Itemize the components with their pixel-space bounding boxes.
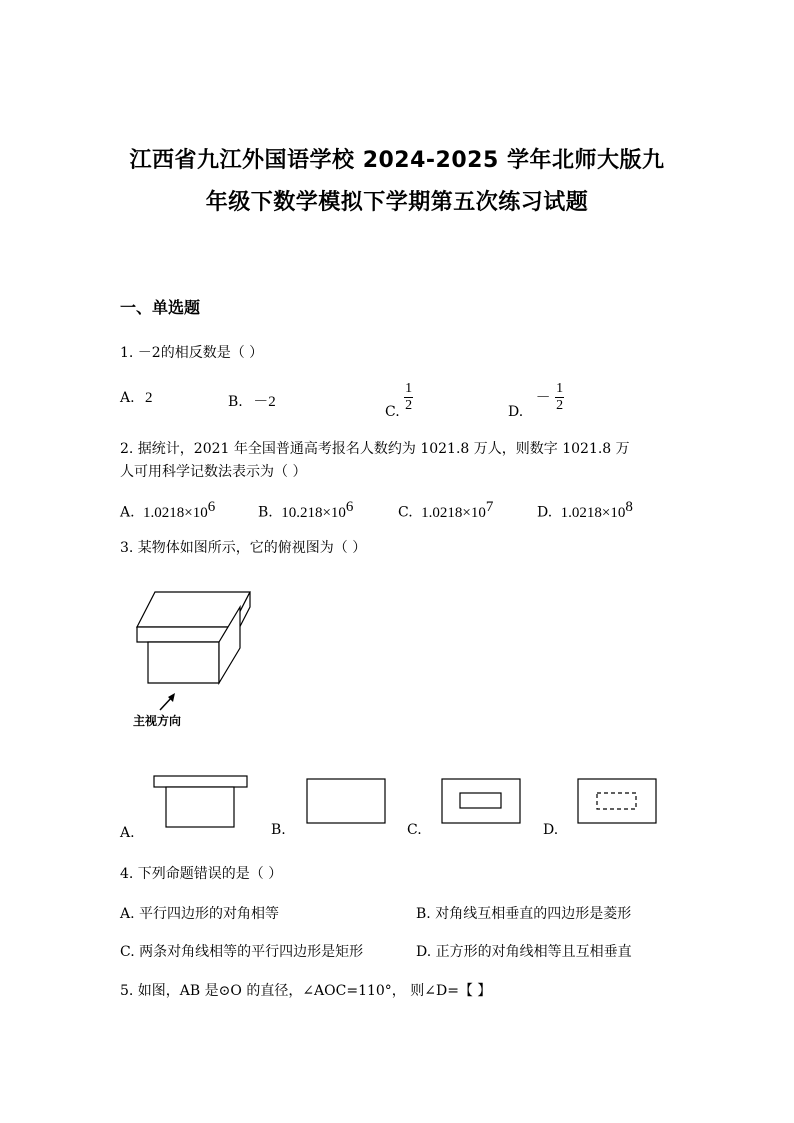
page-title-line-2: 年级下数学模拟下学期第五次练习试题: [205, 190, 589, 215]
q3-option-c-label: C.: [407, 822, 422, 838]
box-front-face: [148, 642, 219, 683]
q4-option-c-text: 两条对角线相等的平行四边形是矩形: [139, 944, 364, 960]
q1-option-d-sign: －: [535, 389, 551, 406]
q1-option-c-numerator: 1: [405, 381, 413, 396]
q2-option-c-label: C.: [398, 504, 413, 521]
page-title-line-1: 江西省九江外国语学校 2024-2025 学年北师大版九: [129, 148, 665, 173]
question-5-text: 5. 如图，AB 是⊙O 的直径，∠AOC=110°， 则∠D=【 】: [120, 983, 492, 999]
question-2-text-line-1: 2. 据统计，2021 年全国普通高考报名人数约为 1021.8 万人，则数字 1021.8 万: [120, 441, 630, 457]
q4-option-a-text: 平行四边形的对角相等: [139, 906, 280, 922]
question-3-text: 3. 某物体如图所示，它的俯视图为（ ）: [120, 540, 367, 556]
q3-option-b-figure: [306, 778, 388, 826]
question-1-text: 1. －2的相反数是（ ）: [120, 345, 264, 361]
q2-option-b: [258, 499, 353, 522]
object-3d-figure: [130, 585, 260, 695]
q1-option-d-denominator: 2: [556, 398, 564, 413]
q2-option-c-exponent: 7: [485, 499, 494, 515]
q4-option-a-label: A.: [120, 906, 135, 922]
q4-option-c-label: C.: [120, 944, 135, 960]
q2-option-a-label: A.: [120, 504, 135, 521]
q1-option-a: [120, 390, 153, 407]
view-direction-caption: 主视方向: [133, 714, 182, 728]
q2-option-b-exponent: 6: [345, 499, 354, 515]
q4-option-d-label: D.: [416, 944, 432, 960]
q1-option-d-fraction: [555, 382, 564, 413]
q1-option-b-value: －2: [253, 394, 276, 410]
q2-option-d-label: D.: [537, 504, 553, 521]
q4-option-b-label: B.: [416, 906, 431, 922]
q3-option-a-label: A.: [120, 825, 135, 841]
q4-option-d-text: 正方形的对角线相等且互相垂直: [435, 944, 632, 960]
q4-option-b-text: 对角线互相垂直的四边形是菱形: [435, 906, 632, 922]
q2-option-b-label: B.: [258, 504, 273, 521]
question-2-text-line-2: 人可用科学记数法表示为（ ）: [120, 464, 307, 480]
q4-option-b: [416, 903, 631, 923]
section-heading-single-choice: 一、单选题: [120, 298, 201, 317]
q1-option-a-value: 2: [145, 390, 153, 406]
q2-option-a-mantissa: 1.0218×10: [143, 504, 208, 521]
q3-option-c-figure: [441, 778, 523, 826]
q3-option-b-label: B.: [271, 822, 286, 838]
q3-option-a-figure: [153, 775, 249, 830]
q3-option-d-figure: [577, 778, 659, 826]
q1-option-d-numerator: 1: [556, 381, 564, 396]
q2-option-c: [398, 499, 493, 522]
q1-option-c-label: C.: [385, 403, 400, 420]
q2-option-b-mantissa: 10.218×10: [281, 504, 346, 521]
q1-option-c-fraction: [404, 382, 413, 413]
q2-option-d: [537, 499, 633, 522]
slab-front-face: [137, 627, 232, 642]
q2-option-a-exponent: 6: [207, 499, 216, 515]
q1-option-d: [508, 381, 564, 420]
q4-option-d: [416, 941, 632, 961]
q1-option-b: [228, 390, 276, 411]
q2-option-c-mantissa: 1.0218×10: [421, 504, 486, 521]
q1-option-b-label: B.: [228, 394, 243, 410]
q1-option-c-denominator: 2: [405, 398, 413, 413]
q2-option-d-exponent: 8: [625, 499, 633, 515]
q1-option-a-label: A.: [120, 390, 135, 406]
q4-option-a: [120, 903, 279, 923]
q2-option-a: [120, 499, 215, 522]
q3-option-d-label: D.: [543, 822, 559, 838]
q1-option-d-label: D.: [508, 403, 524, 420]
q4-option-c: [120, 941, 363, 961]
q2-option-d-mantissa: 1.0218×10: [560, 504, 626, 521]
question-4-text: 4. 下列命题错误的是（ ）: [120, 866, 283, 882]
q1-option-c: [385, 381, 413, 420]
